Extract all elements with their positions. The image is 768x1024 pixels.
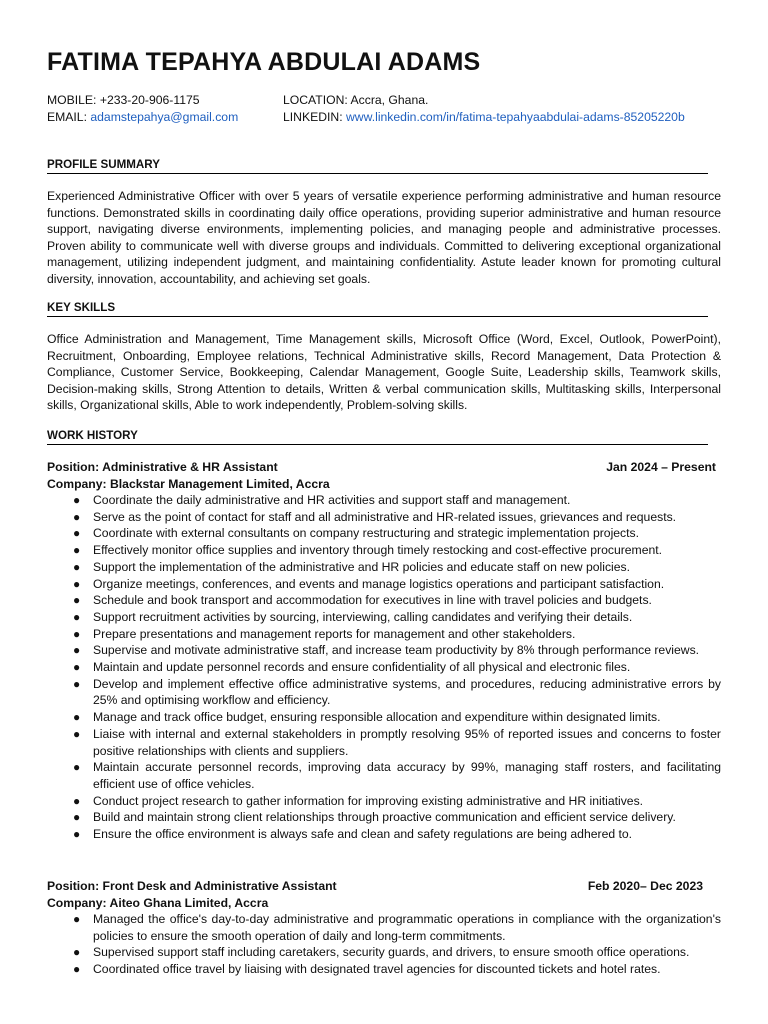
bullet-icon: ● <box>73 543 81 558</box>
email-link[interactable]: adamstepahya@gmail.com <box>90 109 239 124</box>
job-header <box>47 459 721 492</box>
bullet-icon: ● <box>73 609 81 624</box>
bullet-icon: ● <box>73 526 81 541</box>
bullet-icon: ● <box>73 912 81 926</box>
bullet-icon: ● <box>73 760 81 775</box>
list-item: ● Support the implementation of the administrative and HR policies and educate staff on new policies. <box>73 559 631 574</box>
job-dates: Feb 2020– Dec 2023 <box>587 879 703 893</box>
job-position: Position: Front Desk and Administrative Assistant <box>47 879 337 893</box>
list-item: ● Conduct project research to gather information for improving existing administrative and HR initiatives. <box>73 793 644 808</box>
candidate-name: FATIMA TEPAHYA ABDULAI ADAMS <box>47 48 481 76</box>
list-item: ● Coordinate the daily administrative and HR activities and support staff and management. <box>73 493 571 507</box>
bullet-icon: ● <box>73 810 81 825</box>
bullet-icon: ● <box>73 726 81 741</box>
profile-summary-text: Experienced Administrative Officer with over 5 years of versatile experience performing administrative and human resource functions. Demonstrated skills in coordinating daily office operations, providing superior administrative and human resource support, navigating diverse environments, implementing policies, and managing people and administrative processes. Proven ability to communicate well with diverse groups and individuals. Committed to delivering exceptional organizational management, utilizing independent judgment, and maintaining confidentiality. Astute leader known for promoting cultural diversity, innovation, accountability, and achieving set goals. <box>47 189 721 286</box>
bullet-icon: ● <box>73 710 81 725</box>
job-company: Company: Aiteo Ghana Limited, Accra <box>47 895 269 910</box>
mobile-label: MOBILE: <box>47 93 97 107</box>
list-item: ● Coordinate with external consultants on company restructuring and strategic implementation projects. <box>73 526 640 541</box>
list-item: ● Ensure the office environment is always safe and clean and safety regulations are being adhered to. <box>73 827 633 842</box>
linkedin-label: LINKEDIN: <box>283 109 343 124</box>
bullet-icon: ● <box>73 793 81 808</box>
job-dates: Jan 2024 – Present <box>606 460 716 474</box>
list-item: ● Effectively monitor office supplies and inventory through timely restocking and cost-effective procurement. <box>73 543 663 558</box>
job-company: Company: Blackstar Management Limited, Accra <box>47 476 330 491</box>
bullet-icon: ● <box>73 626 81 641</box>
bullet-icon: ● <box>73 559 81 574</box>
email-label: EMAIL: <box>47 109 87 124</box>
list-item: ● Develop and implement effective office administrative systems, and procedures, reducing administrative errors by 25% and optimising workflow and efficiency. <box>73 676 721 708</box>
list-item: ● Maintain accurate personnel records, improving data accuracy by 99%, managing staff rosters, and facilitating efficient use of office vehicles. <box>73 760 721 791</box>
bullet-icon: ● <box>73 493 81 507</box>
list-item: ● Coordinated office travel by liaising with designated travel agencies for discounted tickets and hotel rates. <box>73 962 661 977</box>
list-item: ● Build and maintain strong client relationships through proactive communication and efficient service delivery. <box>73 810 676 825</box>
key-skills-heading: KEY SKILLS <box>47 301 708 317</box>
bullet-icon: ● <box>73 945 81 960</box>
list-item: ● Organize meetings, conferences, and events and manage logistics operations and participant satisfaction. <box>73 576 665 591</box>
list-item: ● Prepare presentations and management reports for management and other stakeholders. <box>73 626 576 641</box>
mobile-info <box>47 92 283 109</box>
bullet-icon: ● <box>73 643 81 658</box>
list-item: ● Supervise and motivate administrative staff, and increase team productivity by 8% through performance reviews. <box>73 643 700 658</box>
email-info <box>47 109 283 126</box>
contact-row-1 <box>47 92 721 109</box>
location-value: Accra, Ghana. <box>350 93 429 107</box>
work-history-heading: WORK HISTORY <box>47 429 708 445</box>
bullet-icon: ● <box>73 509 81 524</box>
bullet-icon: ● <box>73 576 81 591</box>
list-item: ● Schedule and book transport and accommodation for executives in line with travel policies and budgets. <box>73 593 652 608</box>
list-item: ● Liaise with internal and external stakeholders in promptly resolving 95% of reported issues and concerns to foster positive relationships with clients and suppliers. <box>73 726 721 758</box>
location-info <box>283 92 428 109</box>
contact-block <box>47 92 721 125</box>
bullet-icon: ● <box>73 827 81 842</box>
key-skills-text: Office Administration and Management, Time Management skills, Microsoft Office (Word, Excel, Outlook, PowerPoint), Recruitment, Onboarding, Employee relations, Technical Administrative skills, Record Management, Data Protection & Compliance, Customer Service, Bookkeeping, Calendar Management, Google Suite, Leadership skills, Teamwork skills, Decision-making skills, Strong Attention to details, Written & verbal communication skills, Multitasking skills, Interpersonal skills, Organizational skills, Able to work independently, Problem-solving skills. <box>47 332 721 412</box>
linkedin-link[interactable]: www.linkedin.com/in/fatima-tepahyaabdulai-adams-85205220b <box>346 109 685 124</box>
list-item: ● Supervised support staff including caretakers, security guards, and drivers, to ensure smooth office operations. <box>73 945 690 960</box>
bullet-icon: ● <box>73 676 81 691</box>
bullet-icon: ● <box>73 660 81 675</box>
list-item: ● Maintain and update personnel records and ensure confidentiality of all physical and electronic files. <box>73 660 631 675</box>
job-position: Position: Administrative & HR Assistant <box>47 460 278 474</box>
list-item: ● Serve as the point of contact for staff and all administrative and HR-related issues, grievances and requests. <box>73 509 677 524</box>
bullet-icon: ● <box>73 593 81 608</box>
mobile-number: +233-20-906-1175 <box>99 93 200 107</box>
list-item: ● Manage and track office budget, ensuring responsible allocation and expenditure within designated limits. <box>73 710 661 725</box>
job-header <box>47 878 721 911</box>
list-item: ● Managed the office's day-to-day administrative and programmatic operations in compliance with the organization's policies to ensure the smooth operation of daily and long-term commitments. <box>73 912 721 943</box>
job-duties-list <box>47 492 721 843</box>
bullet-icon: ● <box>73 962 81 977</box>
profile-summary-heading: PROFILE SUMMARY <box>47 158 708 174</box>
job-duties-list <box>47 911 721 978</box>
contact-row-2 <box>47 109 721 126</box>
location-label: LOCATION: <box>283 93 348 107</box>
list-item: ● Support recruitment activities by sourcing, interviewing, calling candidates and verifying their details. <box>73 609 633 624</box>
linkedin-info <box>283 109 685 126</box>
